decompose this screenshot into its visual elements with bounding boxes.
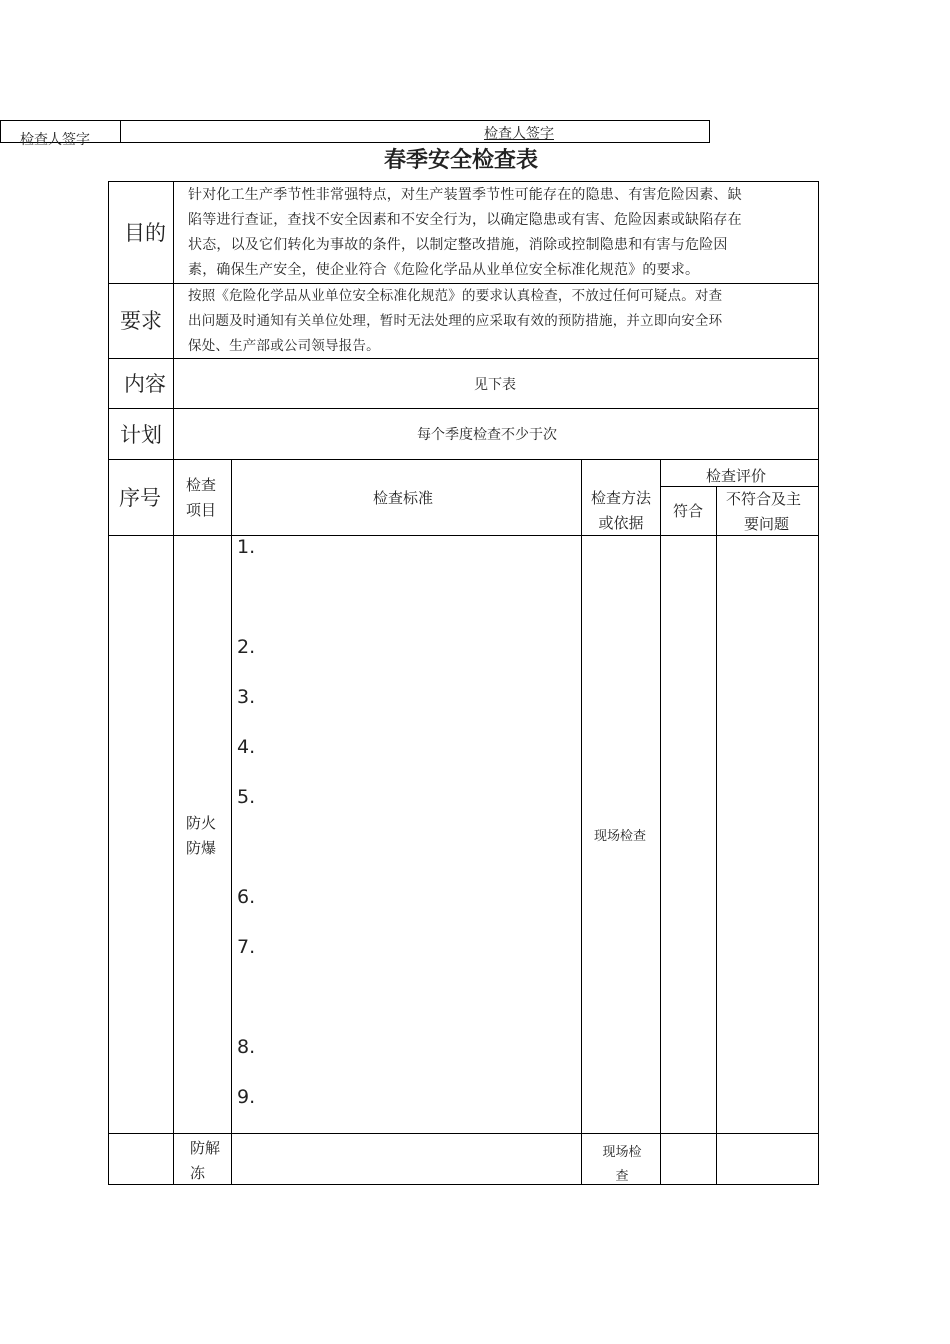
section-item-fire (186, 811, 216, 861)
section-item-line: 防解 (190, 1139, 221, 1157)
table-border (108, 181, 109, 1185)
requirement-line: 按照《危险化学品从业单位安全标准化规范》的要求认真检查，不放过任何可疑点。对查 (188, 288, 723, 304)
row-label-plan: 计划 (120, 423, 162, 447)
content-value: 见下表 (474, 377, 516, 393)
table-border (108, 535, 819, 536)
header-seq: 序号 (119, 486, 161, 510)
header-method (587, 486, 655, 536)
section-method-line: 查 (615, 1169, 629, 1184)
header-nonconform (726, 487, 801, 537)
header-standard: 检查标准 (373, 489, 434, 507)
section-method (600, 1141, 644, 1189)
page-title: 春季安全检查表 (384, 148, 539, 173)
header-nonconform-line: 不符合及主 (726, 490, 802, 508)
header-nonconform-line: 要问题 (744, 515, 790, 533)
divider (0, 120, 710, 121)
table-border (660, 459, 661, 1185)
table-border (173, 181, 174, 1185)
row-label-purpose: 目的 (124, 221, 166, 245)
purpose-line: 针对化工生产季节性非常强特点，对生产装置季节性可能存在的隐患、有害危险因素、缺 (188, 187, 742, 203)
row-label-requirement: 要求 (120, 309, 162, 333)
header-conform: 符合 (673, 502, 704, 520)
section-item-line: 冻 (190, 1164, 206, 1182)
standard-item: 1. (237, 536, 256, 558)
requirement-text (188, 284, 814, 359)
section-method-line: 现场检 (602, 1145, 642, 1160)
requirement-line: 出问题及时通知有关单位处理，暂时无法处理的应采取有效的预防措施，并立即向安全环 (188, 313, 723, 329)
section-item-line: 防火 (186, 814, 217, 832)
header-method-line: 或依据 (598, 514, 644, 532)
table-border (108, 181, 819, 182)
standard-item: 7. (237, 936, 256, 958)
table-border (818, 181, 819, 1185)
divider (120, 120, 121, 142)
header-eval: 检查评价 (706, 467, 767, 485)
table-border (108, 408, 819, 409)
row-label-content: 内容 (124, 372, 166, 396)
standard-item: 9. (237, 1086, 256, 1108)
standard-item: 4. (237, 736, 256, 758)
header-item-line: 项目 (186, 501, 217, 519)
purpose-line: 状态，以及它们转化为事故的条件，以制定整改措施，消除或控制隐患和有害与危险因 (188, 237, 728, 253)
signature-label-left: 检查人签字 (20, 132, 90, 148)
section-method: 现场检查 (594, 829, 647, 844)
divider (0, 142, 710, 143)
standard-item: 3. (237, 686, 256, 708)
purpose-line: 素，确保生产安全，使企业符合《危险化学品从业单位安全标准化规范》的要求。 (188, 262, 700, 278)
header-method-line: 检查方法 (590, 489, 651, 507)
table-border (716, 486, 717, 1185)
plan-value: 每个季度检查不少于次 (417, 427, 557, 443)
table-border (108, 459, 819, 460)
requirement-line: 保处、生产部或公司领导报告。 (188, 338, 380, 354)
purpose-text (188, 183, 814, 283)
header-item (186, 473, 216, 523)
divider (709, 120, 710, 142)
section-item-freeze (190, 1136, 220, 1186)
standard-item: 8. (237, 1036, 256, 1058)
header-item-line: 检查 (186, 476, 217, 494)
standard-item: 6. (237, 886, 256, 908)
purpose-line: 陷等进行查证，查找不安全因素和不安全行为，以确定隐患或有害、危险因素或缺陷存在 (188, 212, 742, 228)
section-item-line: 防爆 (186, 839, 217, 857)
signature-label-center: 检查人签字 (484, 126, 554, 142)
divider (0, 120, 1, 142)
standard-item: 2. (237, 636, 256, 658)
table-border (581, 459, 582, 1185)
standard-item: 5. (237, 786, 256, 808)
table-border (108, 1133, 819, 1134)
table-border (231, 459, 232, 1185)
